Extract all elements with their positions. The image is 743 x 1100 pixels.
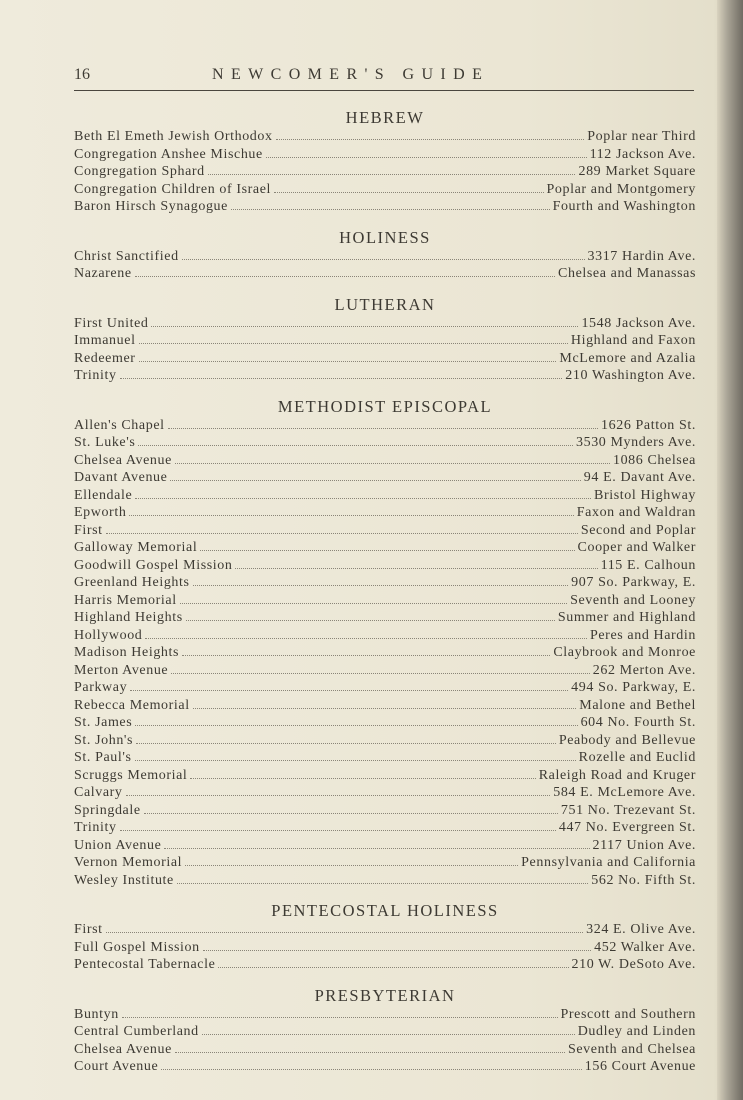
dot-leader bbox=[106, 533, 578, 534]
dot-leader bbox=[208, 174, 576, 175]
church-address: Peabody and Bellevue bbox=[558, 732, 696, 748]
church-name: Buntyn bbox=[74, 1006, 119, 1022]
dot-leader bbox=[266, 157, 587, 158]
church-directory bbox=[74, 108, 696, 1076]
church-name: Vernon Memorial bbox=[74, 855, 183, 870]
denomination-section bbox=[74, 295, 696, 397]
church-name: Highland Heights bbox=[74, 610, 183, 625]
church-entry bbox=[74, 1023, 696, 1041]
church-entry bbox=[74, 417, 696, 435]
dot-leader bbox=[151, 326, 578, 327]
church-entry bbox=[74, 350, 696, 368]
church-entry bbox=[74, 714, 696, 732]
church-name: Rebecca Memorial bbox=[74, 697, 190, 713]
church-entry bbox=[74, 181, 696, 199]
church-address: Peres and Hardin bbox=[589, 627, 696, 643]
dot-leader bbox=[126, 795, 551, 796]
dot-leader bbox=[145, 638, 587, 639]
dot-leader bbox=[190, 778, 535, 779]
section-heading: HOLINESS bbox=[339, 227, 431, 247]
church-name: Pentecostal Tabernacle bbox=[74, 957, 216, 972]
church-entry bbox=[74, 609, 696, 627]
church-address: 494 So. Parkway, E. bbox=[571, 680, 696, 695]
dot-leader bbox=[175, 463, 610, 464]
church-entry bbox=[74, 574, 696, 592]
church-name: Nazarene bbox=[74, 266, 132, 281]
church-address: Claybrook and Monroe bbox=[553, 645, 696, 660]
dot-leader bbox=[168, 428, 598, 429]
section-heading: HEBREW bbox=[345, 108, 425, 127]
church-name: Greenland Heights bbox=[74, 575, 190, 590]
dot-leader bbox=[138, 445, 573, 446]
church-entry bbox=[74, 332, 696, 350]
section-spacer bbox=[74, 974, 696, 986]
church-entry bbox=[74, 819, 696, 837]
church-entry bbox=[74, 592, 696, 610]
church-name: First United bbox=[74, 315, 149, 331]
dot-leader bbox=[120, 378, 563, 379]
dot-leader bbox=[200, 550, 574, 551]
denomination-section bbox=[74, 108, 696, 228]
church-address: 604 No. Fourth St. bbox=[580, 715, 696, 730]
church-address: 156 Court Avenue bbox=[584, 1059, 696, 1074]
church-entry bbox=[74, 767, 696, 785]
church-entry bbox=[74, 732, 696, 750]
dot-leader bbox=[161, 1069, 581, 1070]
church-name: Epworth bbox=[74, 505, 127, 520]
church-name: St. John's bbox=[74, 732, 134, 748]
dot-leader bbox=[139, 361, 557, 362]
church-address: Malone and Bethel bbox=[579, 697, 696, 713]
section-spacer bbox=[74, 283, 696, 295]
church-name: St. Luke's bbox=[74, 435, 136, 450]
church-name: Redeemer bbox=[74, 350, 136, 366]
church-entry bbox=[74, 522, 696, 540]
church-name: Goodwill Gospel Mission bbox=[74, 557, 233, 573]
dot-leader bbox=[193, 585, 569, 586]
church-address: Pennsylvania and California bbox=[521, 855, 696, 870]
church-entry bbox=[74, 367, 696, 385]
section-heading: PRESBYTERIAN bbox=[314, 985, 456, 1005]
church-name: Merton Avenue bbox=[74, 662, 169, 678]
church-name: St. James bbox=[74, 715, 133, 730]
dot-leader bbox=[203, 950, 591, 951]
page-number: 16 bbox=[74, 66, 90, 83]
church-address: Poplar near Third bbox=[587, 129, 696, 144]
dot-leader bbox=[182, 259, 585, 260]
church-entry bbox=[74, 921, 696, 939]
denomination-section bbox=[74, 901, 696, 986]
church-entry bbox=[74, 1006, 696, 1024]
church-entry bbox=[74, 697, 696, 715]
church-address: 2117 Union Ave. bbox=[592, 837, 696, 853]
church-address: 262 Merton Ave. bbox=[592, 662, 696, 678]
dot-leader bbox=[180, 603, 567, 604]
church-address: 3317 Hardin Ave. bbox=[587, 248, 696, 264]
church-name: First bbox=[74, 522, 103, 538]
church-name: Full Gospel Mission bbox=[74, 939, 200, 955]
page-header bbox=[74, 66, 694, 91]
church-name: Springdale bbox=[74, 802, 141, 818]
church-name: St. Paul's bbox=[74, 750, 132, 765]
church-name: Trinity bbox=[74, 820, 117, 835]
church-name: Chelsea Avenue bbox=[74, 1041, 172, 1057]
church-entry bbox=[74, 487, 696, 505]
dot-leader bbox=[193, 708, 577, 709]
church-address: Bristol Highway bbox=[594, 487, 696, 503]
church-name: Harris Memorial bbox=[74, 592, 177, 608]
church-name: Trinity bbox=[74, 368, 117, 383]
church-entry bbox=[74, 872, 696, 890]
church-entry bbox=[74, 265, 696, 283]
church-entry bbox=[74, 854, 696, 872]
church-entry bbox=[74, 198, 696, 216]
church-name: First bbox=[74, 922, 103, 937]
church-name: Calvary bbox=[74, 785, 123, 800]
church-address: 1086 Chelsea bbox=[612, 452, 696, 468]
church-name: Central Cumberland bbox=[74, 1024, 199, 1039]
church-address: 112 Jackson Ave. bbox=[589, 146, 696, 162]
dot-leader bbox=[135, 498, 591, 499]
church-entry bbox=[74, 662, 696, 680]
church-entry bbox=[74, 146, 696, 164]
church-name: Chelsea Avenue bbox=[74, 452, 172, 468]
church-entry bbox=[74, 679, 696, 697]
church-name: Madison Heights bbox=[74, 645, 180, 660]
church-address: Second and Poplar bbox=[580, 522, 696, 538]
church-entry bbox=[74, 163, 696, 181]
church-name: Parkway bbox=[74, 680, 128, 695]
church-name: Congregation Anshee Mischue bbox=[74, 146, 263, 162]
church-entry bbox=[74, 248, 696, 266]
church-address: 1626 Patton St. bbox=[601, 417, 696, 433]
denomination-section bbox=[74, 228, 696, 295]
church-entry bbox=[74, 1041, 696, 1059]
church-address: 324 E. Olive Ave. bbox=[586, 922, 696, 937]
church-entry bbox=[74, 557, 696, 575]
church-address: Seventh and Looney bbox=[570, 592, 696, 608]
church-name: Court Avenue bbox=[74, 1059, 159, 1074]
denomination-section bbox=[74, 986, 696, 1076]
dot-leader bbox=[171, 673, 590, 674]
church-name: Wesley Institute bbox=[74, 872, 174, 888]
church-address: 3530 Mynders Ave. bbox=[576, 435, 696, 450]
dot-leader bbox=[130, 690, 568, 691]
church-address: Raleigh Road and Kruger bbox=[538, 767, 696, 783]
church-address: Faxon and Waldran bbox=[576, 505, 696, 520]
dot-leader bbox=[235, 568, 597, 569]
church-address: 562 No. Fifth St. bbox=[591, 872, 696, 888]
church-entry bbox=[74, 434, 696, 452]
church-address: Seventh and Chelsea bbox=[567, 1041, 696, 1057]
church-address: 907 So. Parkway, E. bbox=[571, 575, 696, 590]
church-entry bbox=[74, 1058, 696, 1076]
church-address: Chelsea and Manassas bbox=[558, 266, 696, 281]
section-heading: METHODIST EPISCOPAL bbox=[277, 396, 493, 416]
dot-leader bbox=[106, 932, 583, 933]
church-address: 210 W. DeSoto Ave. bbox=[571, 957, 696, 972]
church-name: Galloway Memorial bbox=[74, 540, 198, 555]
church-entry bbox=[74, 504, 696, 522]
section-heading: PENTECOSTAL HOLINESS bbox=[271, 901, 499, 920]
church-address: McLemore and Azalia bbox=[559, 350, 696, 366]
church-address: 584 E. McLemore Ave. bbox=[553, 785, 696, 800]
dot-leader bbox=[129, 515, 573, 516]
church-address: Summer and Highland bbox=[557, 610, 696, 625]
church-name: Union Avenue bbox=[74, 837, 162, 853]
dot-leader bbox=[218, 967, 568, 968]
church-entry bbox=[74, 452, 696, 470]
dot-leader bbox=[139, 343, 568, 344]
church-address: 115 E. Calhoun bbox=[600, 557, 696, 573]
church-entry bbox=[74, 749, 696, 767]
church-name: Ellendale bbox=[74, 487, 133, 503]
church-name: Scruggs Memorial bbox=[74, 767, 188, 783]
church-address: 447 No. Evergreen St. bbox=[558, 820, 696, 835]
church-address: Fourth and Washington bbox=[552, 199, 696, 214]
church-name: Allen's Chapel bbox=[74, 417, 165, 433]
church-address: Poplar and Montgomery bbox=[546, 181, 696, 197]
church-entry bbox=[74, 539, 696, 557]
running-title: NEWCOMER'S GUIDE bbox=[212, 66, 490, 83]
church-address: Prescott and Southern bbox=[560, 1006, 696, 1022]
church-address: Rozelle and Euclid bbox=[578, 750, 696, 765]
dot-leader bbox=[185, 865, 518, 866]
church-entry bbox=[74, 627, 696, 645]
section-spacer bbox=[74, 889, 696, 901]
dot-leader bbox=[177, 883, 588, 884]
church-entry bbox=[74, 469, 696, 487]
church-entry bbox=[74, 837, 696, 855]
church-name: Congregation Children of Israel bbox=[74, 181, 272, 197]
church-address: 751 No. Trezevant St. bbox=[560, 802, 696, 818]
church-address: Cooper and Walker bbox=[577, 540, 696, 555]
dot-leader bbox=[276, 139, 585, 140]
dot-leader bbox=[144, 813, 558, 814]
dot-leader bbox=[202, 1034, 575, 1035]
dot-leader bbox=[135, 725, 577, 726]
dot-leader bbox=[175, 1052, 565, 1053]
dot-leader bbox=[186, 620, 555, 621]
church-address: 452 Walker Ave. bbox=[594, 939, 696, 955]
church-name: Davant Avenue bbox=[74, 470, 168, 485]
dot-leader bbox=[231, 209, 550, 210]
church-entry bbox=[74, 939, 696, 957]
church-address: 94 E. Davant Ave. bbox=[583, 470, 696, 485]
church-entry bbox=[74, 784, 696, 802]
church-address: Dudley and Linden bbox=[577, 1024, 696, 1039]
church-name: Baron Hirsch Synagogue bbox=[74, 199, 228, 214]
church-name: Hollywood bbox=[74, 627, 143, 643]
dot-leader bbox=[122, 1017, 558, 1018]
dot-leader bbox=[182, 655, 550, 656]
church-name: Congregation Sphard bbox=[74, 164, 205, 179]
church-address: 289 Market Square bbox=[578, 164, 696, 179]
dot-leader bbox=[170, 480, 580, 481]
church-entry bbox=[74, 128, 696, 146]
church-entry bbox=[74, 802, 696, 820]
denomination-section bbox=[74, 397, 696, 902]
dot-leader bbox=[120, 830, 556, 831]
church-name: Christ Sanctified bbox=[74, 248, 179, 264]
church-entry bbox=[74, 956, 696, 974]
section-heading: LUTHERAN bbox=[334, 294, 436, 314]
church-name: Immanuel bbox=[74, 333, 136, 348]
book-spine-shadow bbox=[717, 0, 743, 1100]
dot-leader bbox=[135, 276, 555, 277]
church-entry bbox=[74, 315, 696, 333]
church-name: Beth El Emeth Jewish Orthodox bbox=[74, 129, 273, 144]
church-address: Highland and Faxon bbox=[570, 333, 696, 348]
dot-leader bbox=[274, 192, 543, 193]
church-address: 210 Washington Ave. bbox=[565, 368, 696, 383]
dot-leader bbox=[164, 848, 589, 849]
section-spacer bbox=[74, 216, 696, 228]
church-entry bbox=[74, 644, 696, 662]
church-address: 1548 Jackson Ave. bbox=[581, 315, 696, 331]
section-spacer bbox=[74, 385, 696, 397]
dot-leader bbox=[136, 743, 556, 744]
dot-leader bbox=[135, 760, 576, 761]
